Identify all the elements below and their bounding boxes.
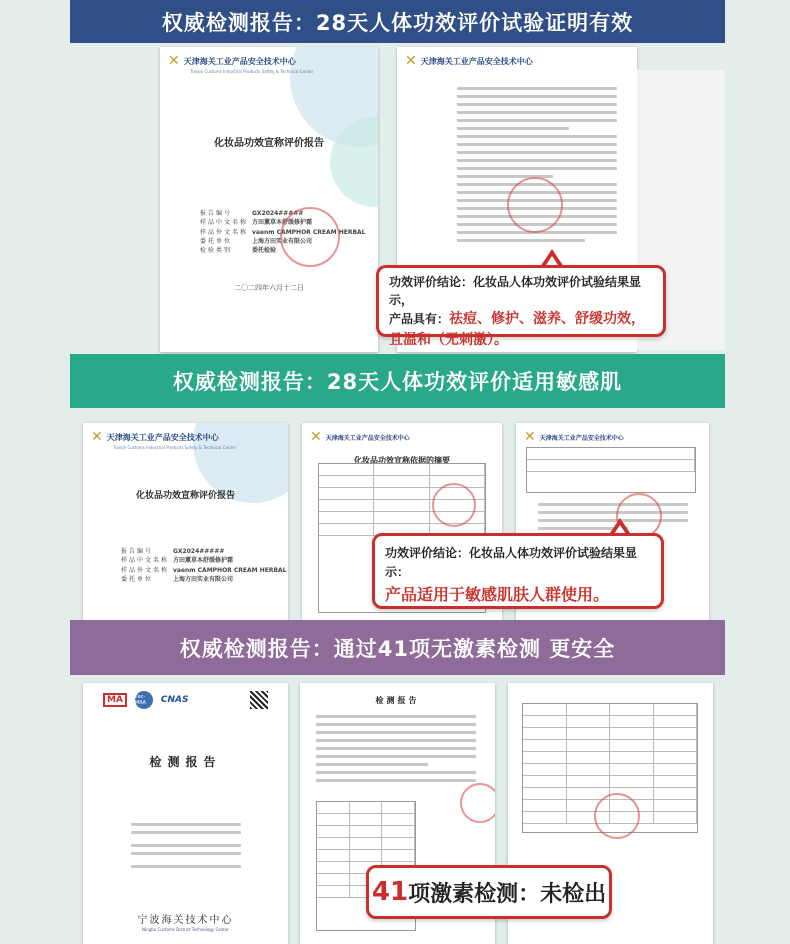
org-name-en: Tianjin Customs Industrial Products Safety & Technical Center bbox=[113, 445, 237, 450]
org-name: 天津海关工业产品安全技术中心 bbox=[183, 56, 296, 66]
org-name-en: Tianjin Customs Industrial Products Safety & Technical Center bbox=[190, 69, 314, 74]
callout-line: 且温和（无刺激）。 bbox=[389, 332, 508, 348]
tianjin-logo-icon: ✕ bbox=[91, 429, 103, 445]
qr-code-icon bbox=[250, 691, 268, 709]
test-report-cover bbox=[83, 683, 288, 944]
banner-efficacy-proven bbox=[70, 0, 725, 43]
banner-text: 权威检测报告：通过41项无激素检测 更安全 bbox=[179, 636, 616, 661]
callout-line: 功效评价结论：化妆品人体功效评价试验结果显示： bbox=[385, 546, 638, 580]
tianjin-logo-icon: ✕ bbox=[168, 53, 180, 69]
report-fields: 报告编号 GX2024##### 样品中文名称 方田薰草本舒缓修护霜 样品外文名称 vaenm CAMPHOR CREAM HERBAL 委托单位 上海方田实业有限公司 bbox=[121, 548, 287, 583]
conclusion-table bbox=[526, 447, 696, 493]
report-date: 二〇二四年六月十二日 bbox=[234, 284, 304, 293]
org-name: 天津海关工业产品安全技术中心 bbox=[106, 432, 219, 442]
official-stamp bbox=[280, 207, 340, 267]
issuer-name: 宁波海关技术中心 bbox=[137, 915, 234, 926]
report-cover-doc bbox=[160, 47, 378, 352]
org-name: 天津海关工业产品安全技术中心 bbox=[539, 434, 624, 442]
callout-line: 产品具有：祛痘、修护、滋养、舒缓功效， bbox=[389, 311, 646, 327]
org-name: 天津海关工业产品安全技术中心 bbox=[325, 434, 410, 442]
official-stamp bbox=[507, 177, 563, 233]
official-stamp bbox=[460, 783, 495, 823]
official-stamp bbox=[594, 793, 640, 839]
banner-sensitive-skin bbox=[70, 354, 725, 408]
tianjin-logo-icon: ✕ bbox=[310, 429, 322, 445]
cert-logos bbox=[83, 683, 288, 717]
report-title: 化妆品功效宣称评价报告 bbox=[214, 138, 324, 149]
conclusion-callout-sensitive bbox=[372, 533, 664, 609]
test-report-title: 检测报告 bbox=[149, 755, 222, 769]
org-name: 天津海关工业产品安全技术中心 bbox=[420, 56, 533, 66]
report-cover-doc-2 bbox=[83, 423, 288, 620]
official-stamp bbox=[432, 483, 476, 527]
banner-text: 权威检测报告：28天人体功效评价试验证明有效 bbox=[161, 10, 634, 35]
cnas-icon: CNAS bbox=[160, 695, 189, 705]
banner-hormone-free bbox=[70, 620, 725, 675]
issuer-name-en: Ningbo Customs District Technology Center bbox=[142, 927, 229, 932]
field-row: 样品外文名称 vaenm CAMPHOR CREAM HERBAL bbox=[200, 228, 366, 236]
cma-icon: MA bbox=[103, 693, 127, 707]
summary-title: 化妆品功效宣称依据的摘要 bbox=[354, 455, 450, 465]
field-row: 报告编号 GX2024##### bbox=[200, 210, 304, 217]
hormone-count: 41 bbox=[371, 877, 409, 907]
field-row: 样品中文名称 方田薰草本舒缓修护霜 bbox=[200, 219, 313, 227]
hormone-result: 项激素检测：未检出 bbox=[408, 881, 607, 907]
hormone-test-callout bbox=[366, 865, 612, 919]
tianjin-logo-icon: ✕ bbox=[405, 53, 417, 69]
ilac-icon: ilac-MRA bbox=[135, 691, 153, 709]
report-title: 化妆品功效宣称评价报告 bbox=[135, 491, 235, 501]
callout-line: 功效评价结论：化妆品人体功效评价试验结果显示， bbox=[389, 275, 642, 307]
field-row: 委托单位 上海方田实业有限公司 bbox=[200, 237, 313, 245]
tianjin-logo-icon: ✕ bbox=[524, 429, 536, 445]
conclusion-callout-efficacy bbox=[376, 265, 666, 348]
callout-line: 产品适用于敏感肌肤人群使用。 bbox=[385, 585, 610, 605]
banner-text: 权威检测报告：28天人体功效评价适用敏感肌 bbox=[172, 370, 623, 394]
field-row: 检验类别 委托检验 bbox=[200, 247, 277, 255]
test-report-page-title: 检测报告 bbox=[375, 695, 420, 705]
